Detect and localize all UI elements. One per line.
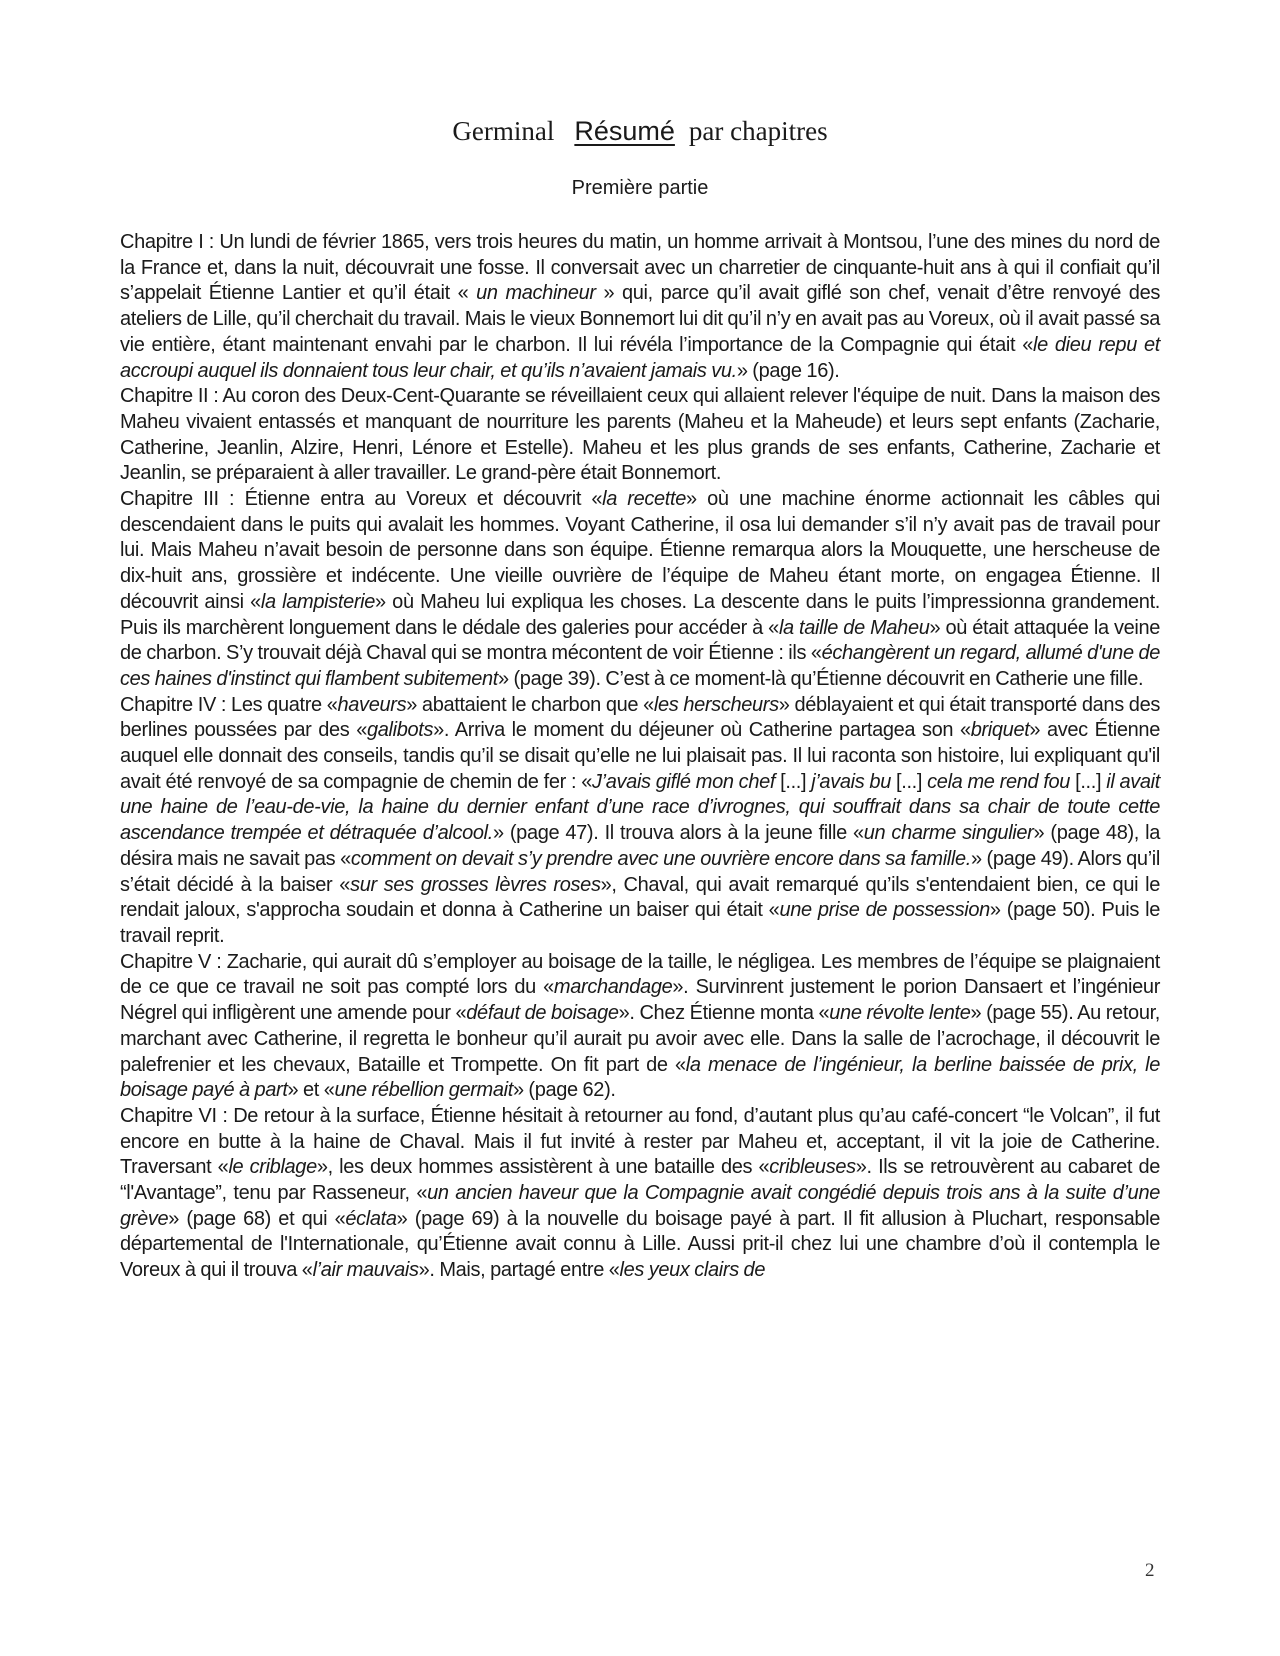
quotation-text: les yeux clairs de [619, 1259, 766, 1282]
quotation-text: l’air mauvais [312, 1259, 419, 1282]
quotation-text: la lampisterie [260, 590, 376, 613]
document-title [0, 116, 1280, 147]
quotation-text: échangèrent un regard, allumé d'une de ces haines d'instinct qui flambent subitement [120, 642, 1160, 690]
title-par-chapitres: par chapitres [688, 116, 828, 146]
summary-text: » où était attaquée la veine de charbon. S’y trouvait déjà Chaval qui se montra mécontent de voir Étienne : ils « [120, 616, 1161, 665]
summary-text: » avec Étienne auquel elle donnait des conseils, tandis qu’il se disait qu’elle ne lui plaisait pas. Il lui raconta son histoire, lui expliquant qu'il avait été renvoyé de sa compagnie de chemin de fer : « [120, 719, 1160, 793]
summary-text: » abattaient le charbon que « [406, 693, 654, 716]
chapter-label: Chapitre II : [120, 385, 223, 408]
quotation-text: une rébellion germait [334, 1079, 513, 1102]
summary-text: » (page 68) et qui « [168, 1207, 346, 1230]
summary-text: » (page 69) à la nouvelle du boisage payé à part. Il fit allusion à Pluchart, responsable départemental de l'Internationale, qu’Étienne avait connu à Lille. Aussi prit-il chez lui une chambre d’où il contempla le Voreux à qui il trouva « [120, 1207, 1160, 1282]
chapter-paragraph [120, 230, 1160, 384]
quotation-text: galibots [366, 719, 434, 742]
quotation-text: éclata [345, 1207, 397, 1230]
quotation-text: cela me rend fou [927, 770, 1071, 793]
quotation-text: j’avais bu [811, 770, 891, 793]
chapter-paragraph [120, 384, 1160, 487]
summary-text: Les quatre « [231, 693, 338, 716]
quotation-text: la taille de Maheu [778, 616, 930, 639]
quotation-text: sur ses grosses lèvres roses [350, 873, 601, 896]
summary-text: » déblayaient et qui était transporté dans des berlines poussées par des « [120, 693, 1160, 742]
chapter-label: Chapitre III : [120, 488, 245, 511]
summary-text: De retour à la surface, Étienne hésitait à retourner au fond, d’autant plus qu’au café-concert “le Volcan”, il fut encore en butte à la haine de Chaval. Mais il fut invité à rester par Maheu et, acceptant, il vit la joie de Catherine. Traversant « [120, 1104, 1160, 1179]
quotation-text: marchandage [553, 976, 673, 999]
summary-text: » (page 49). Alors qu’il s’était décidé à la baiser « [120, 847, 1160, 896]
summary-text: [...] [1070, 770, 1107, 793]
summary-text: » (page 39). C’est à ce moment-là qu’Étienne découvrit en Catherie une fille. [498, 667, 1144, 690]
summary-text: » (page 62). [512, 1079, 616, 1102]
summary-text: » (page 48), la désira mais ne savait pas « [120, 822, 1160, 870]
chapter-paragraph [120, 1104, 1160, 1284]
part-heading: Première partie [571, 177, 709, 199]
quotation-text: une prise de possession [779, 899, 990, 922]
summary-text: » où une machine énorme actionnait les câbles qui descendaient dans le puits qui avalait les hommes. Voyant Catherine, il osa lui demander s’il n’y avait pas de travail pour lui. Mais Maheu n’avait besoin de personne dans son équipe. Étienne remarqua alors la Mouquette, une herscheuse de dix-huit ans, grossière et indécente. Une vieille ouvrière de l’équipe de Maheu étant morte, on engagea Étienne. Il découvrit ainsi « [120, 488, 1160, 613]
summary-text: » (page 47). Il trouva alors à la jeune fille « [492, 822, 864, 845]
chapter-label: Chapitre I : [120, 231, 220, 253]
quotation-text: il avait une haine de l’eau-de-vie, la haine du dernier enfant d’une race d’ivrognes, qui souffrait dans sa chair de toute cette ascendance trempée et détraquée d’alcool. [120, 770, 1160, 845]
summary-text: Étienne entra au Voreux et découvrit « [244, 488, 603, 511]
summary-text: Un lundi de février 1865, vers trois heures du matin, un homme arrivait à Montsou, l’une des mines du nord de la France et, dans la nuit, découvrait une fosse. Il conversait avec un charretier de cinquante-huit ans à qui il confiait qu’il s’appelait Étienne Lantier et qu’il était « [120, 231, 1160, 305]
summary-text: ». Ils se retrouvèrent au cabaret de “l'Avantage”, tenu par Rasseneur, « [120, 1156, 1160, 1205]
quotation-text: la menace de l’ingénieur, la berline baissée de prix, le boisage payé à part [120, 1053, 1160, 1102]
chapter-paragraph [120, 693, 1160, 950]
summary-text: [...] [775, 770, 812, 793]
summary-text: ». Mais, partagé entre « [418, 1259, 620, 1282]
quotation-text: une révolte lente [829, 1002, 971, 1025]
summary-text: » (page 16). [736, 359, 840, 382]
summary-text: ». Chez Étienne monta « [618, 1002, 830, 1025]
summary-text: Au coron des Deux-Cent-Quarante se réveillaient ceux qui allaient relever l'équipe de nuit. Dans la maison des Maheu vivaient entassés et manquant de nourriture les parents (Maheu et la Maheude) et leurs sept enfants (Zacharie, Catherine, Jeanlin, Alzire, Henri, Lénore et Estelle). Maheu et les plus grands de ses enfants, Catherine, Zacharie et Jeanlin, se préparaient à aller travailler. Le grand-père était Bonnemort. [120, 385, 1160, 485]
quotation-text: les herscheurs [653, 693, 779, 716]
summary-text: » (page 55). Au retour, marchant avec Catherine, il regretta le bonheur qu’il aurait pu avoir avec elle. Dans la salle de l’acrochage, il découvrit le palefrenier et les chevaux, Bataille et Trompette. On fit part de « [120, 1002, 1160, 1076]
quotation-text: un charme singulier [863, 822, 1034, 845]
chapter-label: Chapitre VI : [120, 1104, 234, 1127]
summary-text: » où Maheu lui expliqua les choses. La descente dans le puits l’impressionna grandement. Puis ils marchèrent longuement dans le dédale des galeries pour accéder à « [120, 590, 1160, 639]
quotation-text: J’avais giflé mon chef [592, 770, 776, 793]
quotation-text: un machineur [476, 282, 596, 305]
summary-text: Zacharie, qui aurait dû s’employer au boisage de la taille, le négligea. Les membres de l’équipe se plaignaient de ce que ce travail ne soit pas compté lors du « [120, 950, 1160, 999]
quotation-text: la recette [602, 488, 686, 511]
page-number: 2 [1145, 1560, 1155, 1581]
chapter-label: Chapitre V : [120, 950, 227, 973]
chapter-paragraph [120, 487, 1160, 693]
quotation-text: un ancien haveur que la Compagnie avait congédié depuis trois ans à la suite d’une grève [120, 1182, 1160, 1230]
document-body [120, 230, 1160, 1284]
summary-text: ». Arriva le moment du déjeuner où Catherine partagea son « [433, 719, 971, 742]
quotation-text: comment on devait s’y prendre avec une ouvrière encore dans sa famille. [350, 847, 971, 870]
summary-text: [...] [890, 770, 928, 793]
quotation-text: cribleuses [769, 1156, 856, 1179]
chapter-paragraph [120, 950, 1160, 1104]
title-resume: Résumé [574, 116, 675, 146]
quotation-text: haveurs [337, 693, 407, 716]
quotation-text: défaut de boisage [466, 1002, 619, 1025]
title-germinal: Germinal [452, 116, 555, 146]
quotation-text: briquet [970, 719, 1030, 742]
quotation-text: le criblage [228, 1156, 317, 1179]
summary-text: » qui, parce qu’il avait giflé son chef, venait d’être renvoyé des ateliers de Lille, qu’il cherchait du travail. Mais le vieux Bonnemort lui dit qu’il n’y en avait pas au Voreux, où il avait passé sa vie entière, étant maintenant envahi par le charbon. Il lui révéla l’importance de la Compagnie qui était « [120, 282, 1160, 356]
summary-text: », les deux hommes assistèrent à une bataille des « [316, 1156, 770, 1179]
summary-text: » (page 50). Puis le travail reprit. [120, 899, 1160, 947]
summary-text: » et « [287, 1079, 335, 1102]
summary-text: ». Survinrent justement le porion Dansaert et l’ingénieur Négrel qui infligèrent une amende pour « [120, 976, 1161, 1025]
chapter-label: Chapitre IV : [120, 693, 232, 716]
summary-text: », Chaval, qui avait remarqué qu’ils s'entendaient bien, ce qui le rendait jaloux, s'approcha soudain et donna à Catherine un baiser qui était « [120, 873, 1160, 922]
quotation-text: le dieu repu et accroupi auquel ils donnaient tous leur chair, et qu’ils n’avaient jamais vu. [120, 333, 1160, 382]
